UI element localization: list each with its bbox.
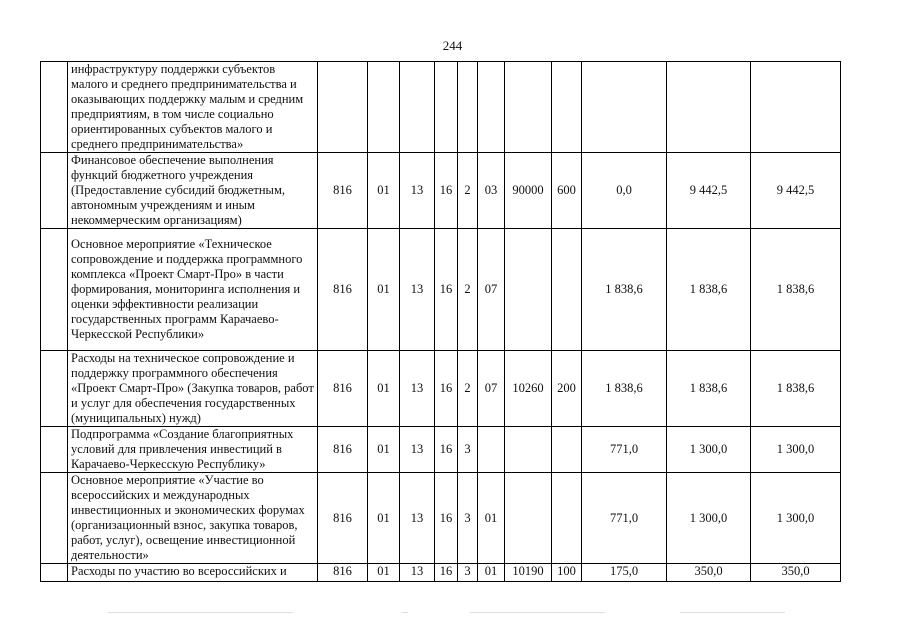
row-number-cell [41,564,68,582]
row-name-cell: Основное мероприятие «Техническое сопровождение и поддержка программного комплекса «Проект Смарт-Про» в части формирования, мониторинга исполнения и оценки эффективности реализации государственных программ Карачаево-Черкесской Республики» [68,229,318,351]
scan-artifact-line [108,612,293,613]
event-code-cell: 03 [478,153,505,229]
table-row [41,62,841,153]
section-code-cell: 01 [368,351,400,427]
subsection-code-cell: 13 [400,427,435,473]
expense-type-code-cell: 200 [552,351,582,427]
program-code-cell: 16 [435,351,458,427]
amount-year3-cell: 1 838,6 [751,351,841,427]
ministry-code-cell: 816 [318,473,368,564]
row-name-cell: Финансовое обеспечение выполнения функций бюджетного учреждения (Предоставление субсидий бюджетным, автономным учреждениям и иным некоммерческим организациям) [68,153,318,229]
amount-year1-cell: 1 838,6 [582,229,667,351]
amount-year3-cell: 1 300,0 [751,427,841,473]
section-code-cell: 01 [368,153,400,229]
event-code-cell [478,62,505,153]
subprogram-code-cell: 3 [458,564,478,582]
amount-year3-cell [751,62,841,153]
row-number-cell [41,473,68,564]
amount-year2-cell: 9 442,5 [667,153,751,229]
table-row [41,427,841,473]
direction-code-cell [505,62,552,153]
amount-year1-cell: 1 838,6 [582,351,667,427]
amount-year2-cell: 350,0 [667,564,751,582]
amount-year2-cell: 1 838,6 [667,351,751,427]
direction-code-cell: 90000 [505,153,552,229]
subprogram-code-cell: 3 [458,473,478,564]
amount-year1-cell: 771,0 [582,473,667,564]
program-code-cell [435,62,458,153]
ministry-code-cell: 816 [318,427,368,473]
ministry-code-cell: 816 [318,564,368,582]
table-row [41,473,841,564]
section-code-cell [368,62,400,153]
row-number-cell [41,351,68,427]
amount-year3-cell: 350,0 [751,564,841,582]
program-code-cell: 16 [435,473,458,564]
row-name-cell: инфраструктуру поддержки субъектов малого и среднего предпринимательства и оказывающих поддержку малым и средним предприятиям, в том числе социально ориентированных субъектов малого и среднего предпринимательства» [68,62,318,153]
ministry-code-cell: 816 [318,351,368,427]
subsection-code-cell: 13 [400,153,435,229]
event-code-cell [478,427,505,473]
budget-table [40,61,841,582]
subsection-code-cell: 13 [400,351,435,427]
scan-artifact-line [470,612,605,613]
amount-year1-cell: 771,0 [582,427,667,473]
subprogram-code-cell: 3 [458,427,478,473]
amount-year2-cell [667,62,751,153]
row-number-cell [41,62,68,153]
direction-code-cell: 10260 [505,351,552,427]
expense-type-code-cell: 100 [552,564,582,582]
event-code-cell: 07 [478,351,505,427]
subprogram-code-cell: 2 [458,153,478,229]
program-code-cell: 16 [435,427,458,473]
direction-code-cell [505,473,552,564]
expense-type-code-cell [552,427,582,473]
direction-code-cell [505,427,552,473]
expense-type-code-cell [552,62,582,153]
subprogram-code-cell [458,62,478,153]
section-code-cell: 01 [368,229,400,351]
table-row [41,229,841,351]
subsection-code-cell: 13 [400,564,435,582]
table-row [41,564,841,582]
expense-type-code-cell [552,229,582,351]
amount-year2-cell: 1 838,6 [667,229,751,351]
amount-year3-cell: 9 442,5 [751,153,841,229]
event-code-cell: 01 [478,564,505,582]
program-code-cell: 16 [435,564,458,582]
section-code-cell: 01 [368,427,400,473]
program-code-cell: 16 [435,153,458,229]
row-name-cell: Основное мероприятие «Участие во всероссийских и международных инвестиционных и экономических форумах (организационный взнос, закупка товаров, работ, услуг), освещение инвестиционной деятельности» [68,473,318,564]
row-number-cell [41,229,68,351]
expense-type-code-cell [552,473,582,564]
ministry-code-cell: 816 [318,153,368,229]
subprogram-code-cell: 2 [458,351,478,427]
row-name-cell: Подпрограмма «Создание благоприятных условий для привлечения инвестиций в Карачаево-Черкесскую Республику» [68,427,318,473]
amount-year2-cell: 1 300,0 [667,473,751,564]
table-row [41,351,841,427]
row-name-cell: Расходы по участию во всероссийских и [68,564,318,582]
subsection-code-cell: 13 [400,473,435,564]
ministry-code-cell: 816 [318,229,368,351]
amount-year1-cell: 175,0 [582,564,667,582]
event-code-cell: 01 [478,473,505,564]
section-code-cell: 01 [368,564,400,582]
row-number-cell [41,153,68,229]
ministry-code-cell [318,62,368,153]
scan-artifact-line [680,612,785,613]
event-code-cell: 07 [478,229,505,351]
subsection-code-cell [400,62,435,153]
direction-code-cell: 10190 [505,564,552,582]
scan-artifact-dot [402,612,408,613]
program-code-cell: 16 [435,229,458,351]
subsection-code-cell: 13 [400,229,435,351]
row-name-cell: Расходы на техническое сопровождение и поддержку программного обеспечения «Проект Смарт-Про» (Закупка товаров, работ и услуг для обеспечения государственных (муниципальных) нужд) [68,351,318,427]
page-number: 244 [442,38,463,53]
section-code-cell: 01 [368,473,400,564]
amount-year3-cell: 1 838,6 [751,229,841,351]
amount-year3-cell: 1 300,0 [751,473,841,564]
direction-code-cell [505,229,552,351]
amount-year1-cell [582,62,667,153]
subprogram-code-cell: 2 [458,229,478,351]
amount-year1-cell: 0,0 [582,153,667,229]
expense-type-code-cell: 600 [552,153,582,229]
row-number-cell [41,427,68,473]
amount-year2-cell: 1 300,0 [667,427,751,473]
table-row [41,153,841,229]
